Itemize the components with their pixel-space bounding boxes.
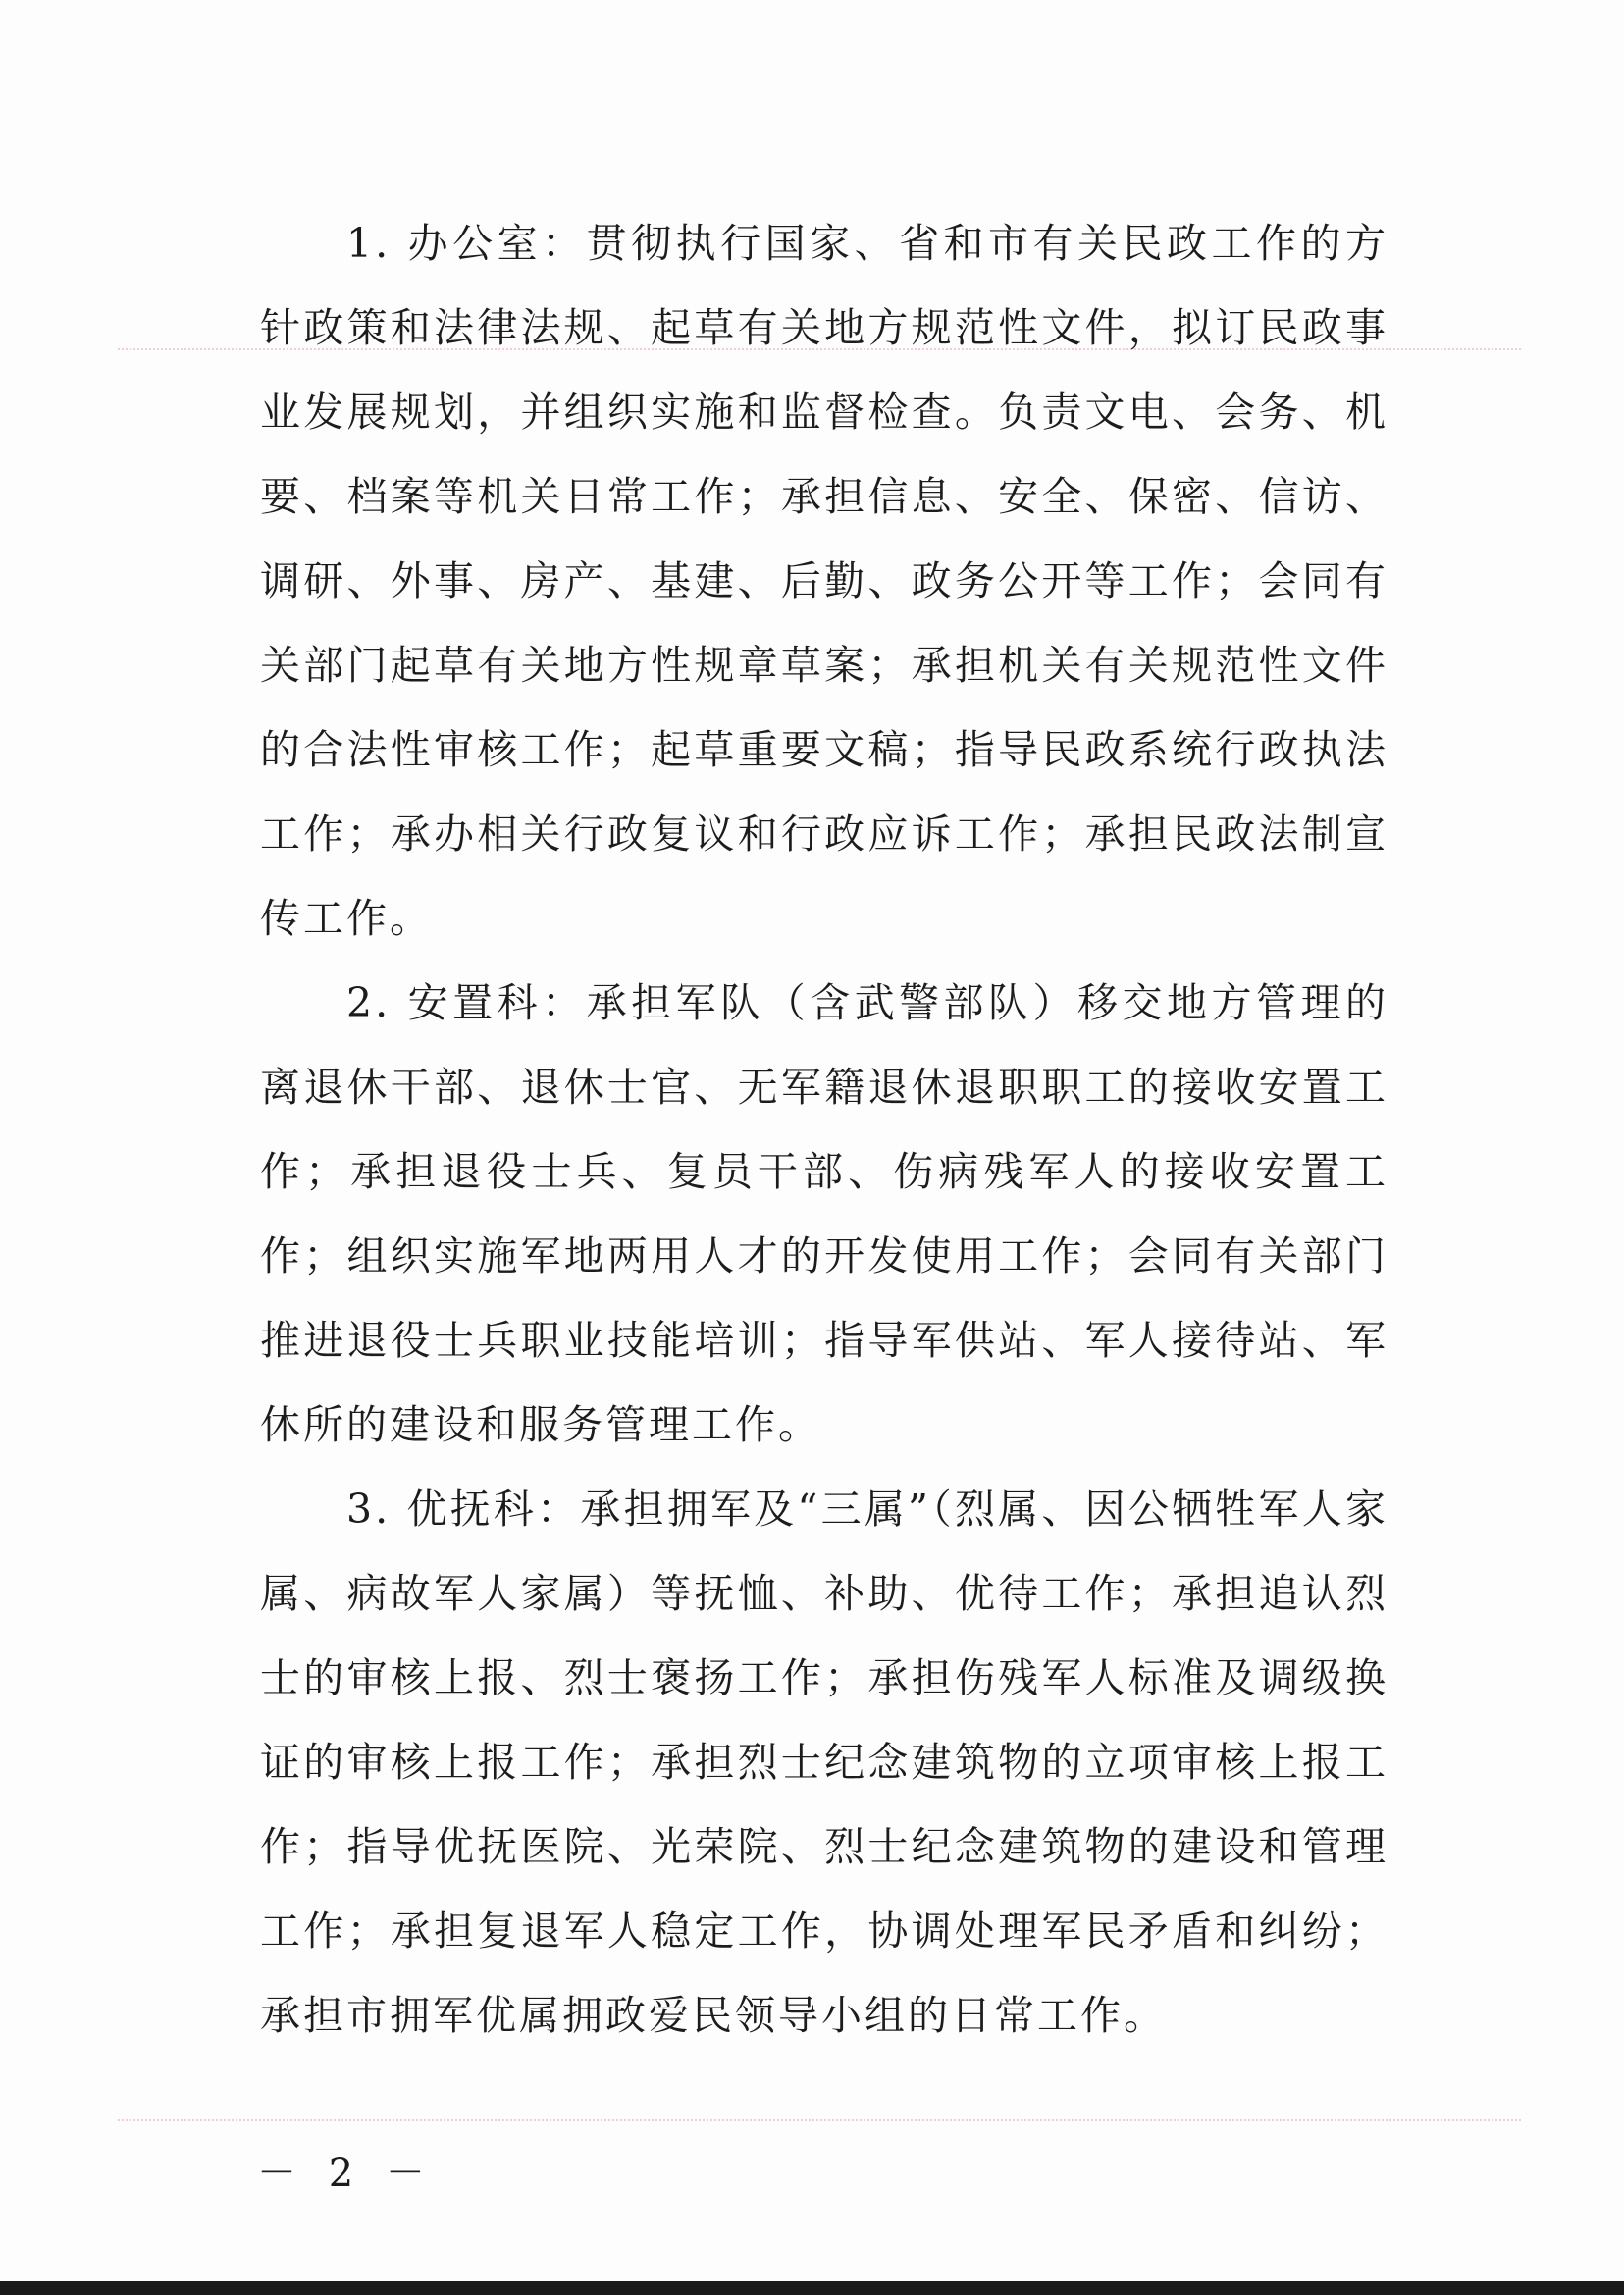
paragraph-special-care: 3. 优抚科：承担拥军及“三属”（烈属、因公牺牲军人家属、病故军人家属）等抚恤、补助、优待工作；承担追认烈士的审核上报、烈士褒扬工作；承担伤残军人标准及调级换证的审核上报工作；承担烈士纪念建筑物的立项审核上报工作；指导优抚医院、光荣院、烈士纪念建筑物的建设和管理工作；承担复退军人稳定工作，协调处理军民矛盾和纠纷；承担市拥军优属拥政爱民领导小组的日常工作。 (260, 1486, 1388, 2039)
document-body (260, 201, 1388, 2058)
paragraph-office: 1. 办公室：贯彻执行国家、省和市有关民政工作的方针政策和法律法规、起草有关地方规范性文件，拟订民政事业发展规划，并组织实施和监督检查。负责文电、会务、机要、档案等机关日常工作；承担信息、安全、保密、信访、调研、外事、房产、基建、后勤、政务公开等工作；会同有关部门起草有关地方性规章草案；承担机关有关规范性文件的合法性审核工作；起草重要文稿；指导民政系统行政执法工作；承办相关行政复议和行政应诉工作；承担民政法制宣传工作。 (260, 220, 1388, 942)
bleed-through-line (118, 2119, 1521, 2121)
paragraph-resettlement: 2. 安置科：承担军队（含武警部队）移交地方管理的离退休干部、退休士官、无军籍退休退职职工的接收安置工作；承担退役士兵、复员干部、伤病残军人的接收安置工作；组织实施军地两用人才的开发使用工作；会同有关部门推进退役士兵职业技能培训；指导军供站、军人接待站、军休所的建设和服务管理工作。 (260, 979, 1388, 1448)
page-number: － 2 － (257, 2151, 435, 2196)
scan-edge (0, 2281, 1624, 2295)
